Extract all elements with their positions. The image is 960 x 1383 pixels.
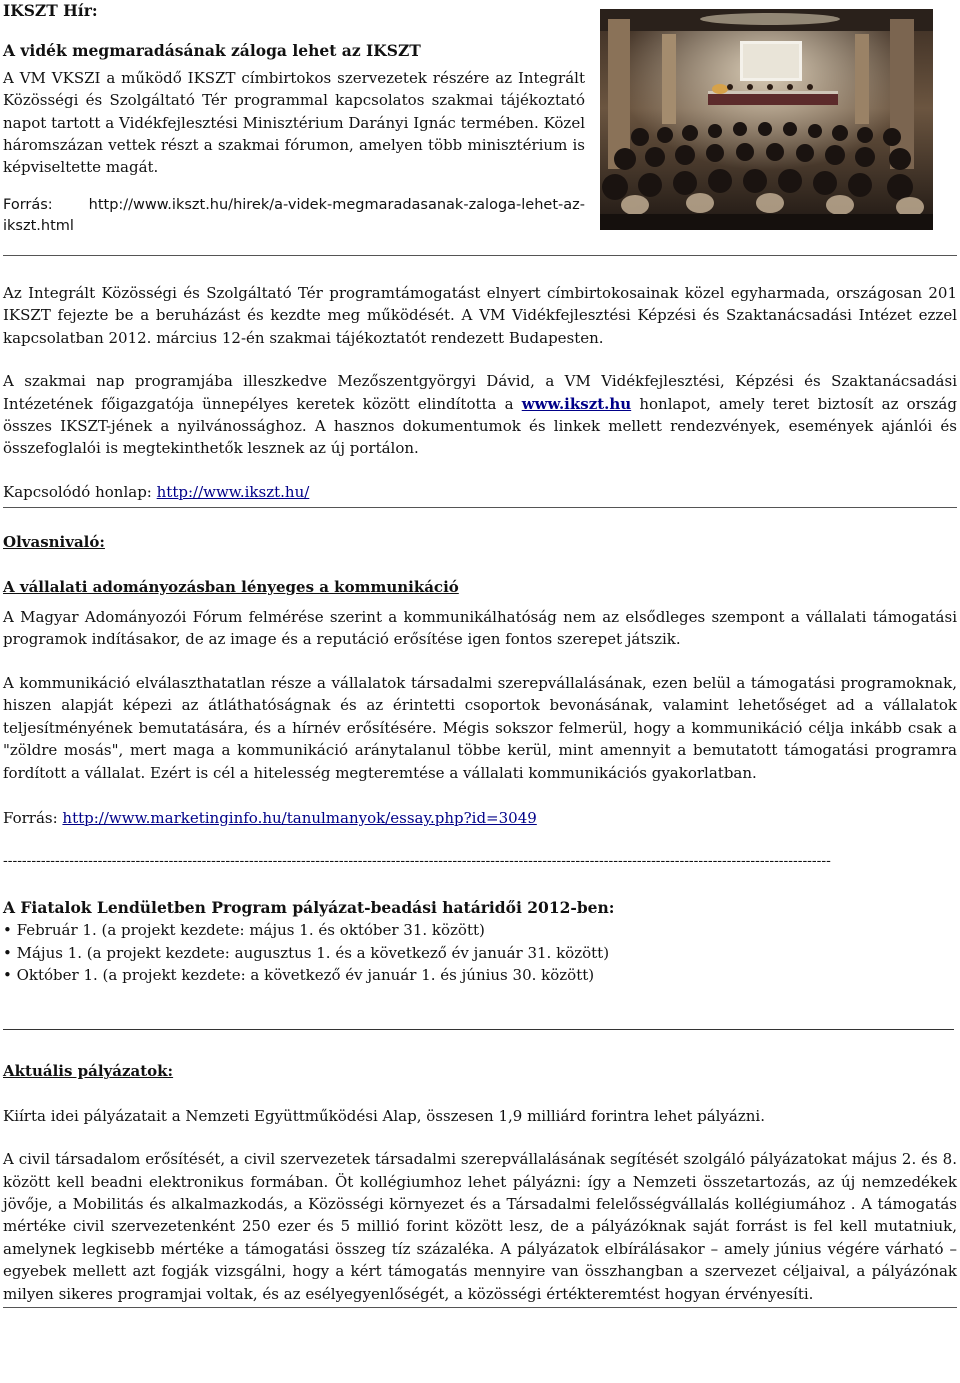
tenders-paragraph-2: A civil társadalom erősítését, a civil szervezetek társadalmi szerepvállalásának segítését szolgáló pályázatokat május 2. és 8. között kell beadni elektronikus formában. Öt kollégiumhoz lehet pályázni: így a Nemzeti összetartozás, az új nemzedékek jövője, a Mobilitás és alkalmazkodás, a Közösségi környezet és a Társadalmi felelősségvállalás kollégiumához . A támogatás mértéke civil szervezetenként 250 ezer és 5 millió forint között lesz, de a pályázóknak saját forrást is fel kell mutatniuk, amelynek legkisebb mértéke a támogatási összeg tíz százaléka. A pályázatok elbírálásakor – amely június végére várható – egyebek mellett azt fogják vizsgálni, hogy a kért támogatás mennyire van összhangban a szervezet céljaival, a pályázónak milyen sikeres programjai voltak, és az esélyegyenlőségét, a közösségi értékteremtést hogyan érvényesíti. — [3, 1150, 957, 1303]
reading-paragraph-2: A kommunikáció elválaszthatatlan része a vállalatok társadalmi szerepvállalásának, ezen belül a támogatási programoknak, hiszen alapját képezi az átláthatóságnak és az érintetti csoportok bevonásának, valamint lehetőséget ad a vállalatok teljesítményének bemutatására, és a hírnév erősítésére. Mégis sokszor felmerül, hogy a kommunikáció célja inkább csak a "zöldre mosás", mert maga a kommunikáció aránytalanul többe kerül, mint amennyit a bemutatott támogatási programra fordított a vállalat. Ezért is cél a hitelesség megteremtése a vállalati kommunikációs gyakorlatban. — [3, 673, 957, 782]
news-source: Forrás: http://www.ikszt.hu/hirek/a-videk-megmaradasanak-zaloga-lehet-az-ikszt.html — [3, 196, 585, 234]
news-text-column — [3, 0, 585, 237]
reading-source-link[interactable]: http://www.marketinginfo.hu/tanulmanyok/essay.php?id=3049 — [62, 808, 537, 827]
reading-paragraph-1: A Magyar Adományozói Fórum felmérése szerint a kommunikálhatóság nem az elsődleges szempont a vállalati támogatási programok indításakor, de az image és a reputáció erősítése igen fontos szerepet játszik. — [3, 608, 957, 649]
document-page — [3, 0, 957, 1308]
related-site — [3, 481, 957, 503]
ikszt-homepage-link[interactable]: www.ikszt.hu — [521, 394, 632, 413]
dashed-separator: ------------------------------------------------------------------------------------------------------------------------------------------------------------------------------- — [3, 853, 831, 870]
news-headline: A vidék megmaradásának záloga lehet az IKSZT — [3, 41, 421, 61]
news-intro: A VM VKSZI a működő IKSZT címbirtokos szervezetek részére az Integrált Közösségi és Szolgáltató Tér programmal kapcsolatos szakmai tájékoztató napot tartott a Vidékfejlesztési Minisztérium Darányi Ignác termében. Közel háromszázan vettek részt a szakmai fórumon, amelyen több minisztérium is képviseltette magát. — [3, 68, 585, 177]
divider-line-3 — [3, 1029, 954, 1030]
news-paragraph-2-text-a: A szakmai nap programjába illeszkedve Mezőszentgyörgyi Dávid, a VM Vidékfejlesztési, Képzési és Szaktanácsadási Intézetének főigazgatója ünnepélyes keretek között elindította a — [3, 372, 957, 413]
divider-line-4 — [3, 1307, 957, 1308]
conference-photo — [600, 9, 933, 230]
reading-source-label: Forrás: — [3, 808, 63, 827]
reading-section-title: Olvasnivaló: — [3, 533, 105, 552]
deadline-item: • Február 1. (a projekt kezdete: május 1. és október 31. között) — [3, 921, 485, 940]
divider-line — [3, 255, 957, 256]
reading-headline: A vállalati adományozásban lényeges a kommunikáció — [3, 577, 459, 596]
conference-photo-image — [600, 9, 933, 230]
deadlines-title: A Fiatalok Lendületben Program pályázat-beadási határidői 2012-ben: — [3, 897, 615, 917]
tenders-section-title: Aktuális pályázatok: — [3, 1062, 174, 1081]
deadline-item: • Október 1. (a projekt kezdete: a következő év január 1. és június 30. között) — [3, 965, 595, 984]
related-site-label: Kapcsolódó honlap: — [3, 482, 157, 501]
reading-source — [3, 807, 957, 829]
deadlines-list — [3, 919, 957, 986]
tenders-paragraph-1: Kiírta idei pályázatait a Nemzeti Együttműködési Alap, összesen 1,9 milliárd forintra lehet pályázni. — [3, 1106, 765, 1125]
divider-line-2 — [3, 507, 957, 508]
news-paragraph-2-text-b: honlapot, amely teret biztosít az ország összes IKSZT-jének a nyilvánossághoz. A hasznos dokumentumok és linkek mellett rendezvények, események ajánlói és összefoglalói is megtekinthetők lesznek az új portálon. — [3, 394, 957, 458]
related-site-link[interactable]: http://www.ikszt.hu/ — [156, 482, 310, 501]
news-paragraph-1: Az Integrált Közösségi és Szolgáltató Tér programtámogatást elnyert címbirtokosainak közel egyharmada, országosan 201 IKSZT fejezte be a beruházást és kezdte meg működését. A VM Vidékfejlesztési Képzési és Szaktanácsadási Intézet ezzel kapcsolatban 2012. március 12-én szakmai tájékoztatót rendezett Budapesten. — [3, 284, 957, 347]
news-section-title: IKSZT Hír: — [3, 1, 98, 20]
news-paragraph-2 — [3, 370, 957, 460]
news-top-section — [3, 0, 957, 255]
deadline-item: • Május 1. (a projekt kezdete: augusztus 1. és a következő év január 31. között) — [3, 943, 610, 962]
